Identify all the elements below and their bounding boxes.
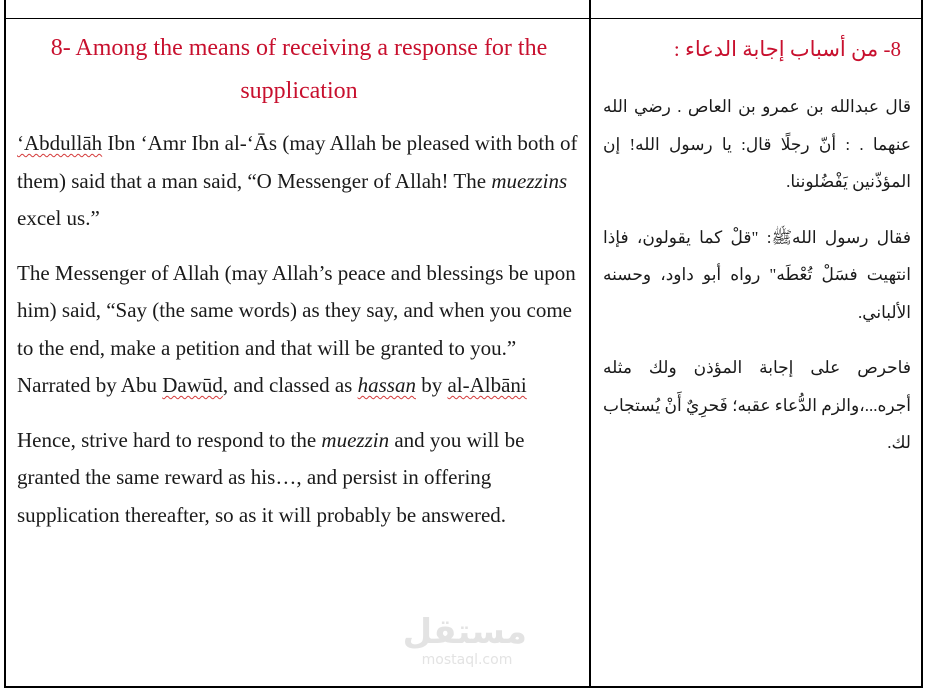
english-paragraph-2: [17, 255, 581, 405]
english-heading: 8- Among the means of receiving a response for the supplication: [50, 35, 548, 104]
p2-text: The Messenger of Allah (may Allah’s peace and blessings be upon him) said, “Say (the same words) as they say, and when you come to the end, make a petition and that will be granted to you.” Narrated by Abu: [17, 260, 576, 397]
p3-text: Hence, strive hard to respond to the: [17, 427, 322, 452]
bilingual-table: [4, 0, 923, 688]
p3-term: muezzin: [321, 427, 390, 452]
p3-tail: and you will be granted the same reward as his…, and persist in offering supplication thereafter, so as it will probably be answered.: [17, 427, 525, 527]
english-column: [6, 0, 591, 686]
spell-flag-narrator: Dawūd: [162, 373, 223, 397]
spell-flag-name: ‘Abdullāh: [17, 131, 103, 155]
spell-flag-scholar: al-Albāni: [447, 373, 527, 397]
mostaql-watermark: [402, 612, 527, 668]
arabic-paragraph-1: قال عبدالله بن عمرو بن العاص . رضي الله عنهما . : أنّ رجلًا قال: يا رسول الله! إن المؤذّنين يَفْضُلوننا.: [603, 97, 911, 191]
p1-text: Ibn ‘Amr Ibn al-‘Ās (may Allah be pleased with both of them) said that a man said, “O Messenger of Allah! The: [17, 131, 578, 193]
watermark-arabic: مستقل: [402, 612, 527, 652]
p2-by: by: [415, 373, 448, 397]
english-paragraph-1: [17, 125, 581, 238]
arabic-heading: 8- من أسباب إجابة الدعاء :: [673, 37, 901, 61]
arabic-paragraph-2: فقال رسول اللهﷺ: "قلْ كما يقولون، فإذا انتهيت فسَلْ تُعْطَه" رواه أبو داود، وحسنه الألباني.: [603, 227, 911, 322]
english-paragraph-3: [17, 422, 581, 535]
p1-tail: excel us.”: [17, 206, 100, 230]
arabic-paragraph-3: فاحرص على إجابة المؤذن ولك مثله أجره...،والزم الدُّعاء عقبه؛ فَحرِيٌ أَنْ يُستجاب لك.: [603, 358, 911, 452]
p2-mid: , and classed as: [222, 373, 358, 397]
spell-flag-grade: hassan: [357, 373, 416, 397]
arabic-column: [591, 0, 921, 686]
watermark-latin: mostaql.com: [421, 652, 513, 668]
p1-term: muezzins: [491, 168, 568, 193]
